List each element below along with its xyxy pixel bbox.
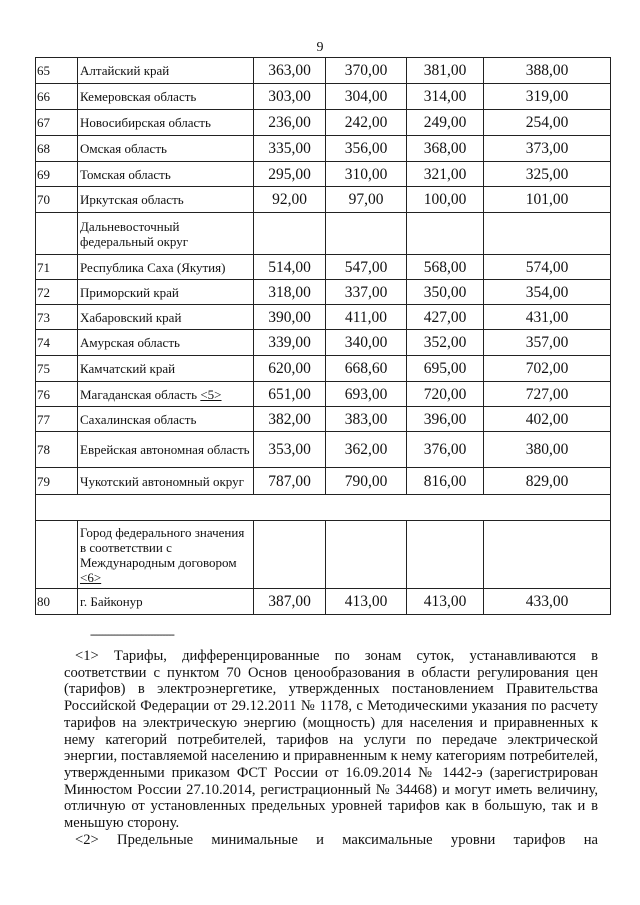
table-row [36,162,611,187]
region-name [78,432,254,468]
row-number: 80 [36,589,78,615]
region-label: Город федерального значения в соответствии с Международным договором [80,524,245,570]
region-name [78,305,254,330]
tariff-value: 353,00 [254,432,326,468]
note-link[interactable]: <5> [200,386,222,402]
tariff-value: 413,00 [326,589,407,615]
tariff-value: 100,00 [407,187,484,213]
table-row [36,589,611,615]
tariff-value: 574,00 [484,255,611,280]
region-name [78,213,254,255]
region-name [78,468,254,495]
footnotes [64,648,598,848]
row-number [36,521,78,589]
table-row [36,330,611,356]
tariff-value: 236,00 [254,110,326,136]
tariff-value: 363,00 [254,58,326,84]
tariff-value: 514,00 [254,255,326,280]
page-number: 9 [316,40,324,55]
tariff-value: 413,00 [407,589,484,615]
spacer-row [36,495,611,521]
tariff-value: 816,00 [407,468,484,495]
row-number: 67 [36,110,78,136]
tariff-value: 368,00 [407,136,484,162]
row-number: 70 [36,187,78,213]
region-label: Приморский край [80,284,179,300]
table-row [36,255,611,280]
tariff-value: 97,00 [326,187,407,213]
tariff-value: 620,00 [254,356,326,382]
region-name [78,280,254,305]
region-name [78,356,254,382]
row-number: 77 [36,407,78,432]
region-label: Алтайский край [80,63,170,78]
tariff-value: 387,00 [254,589,326,615]
table-row [36,280,611,305]
table-row [36,136,611,162]
row-number: 76 [36,382,78,407]
tariff-value: 249,00 [407,110,484,136]
tariff-value: 370,00 [326,58,407,84]
row-number: 79 [36,468,78,495]
tariff-value: 396,00 [407,407,484,432]
tariff-value: 390,00 [254,305,326,330]
tariff-value: 335,00 [254,136,326,162]
tariff-value [326,213,407,255]
region-label: Чукотский автономный округ [80,473,244,489]
region-label: Иркутская область [80,192,184,207]
tariff-value: 340,00 [326,330,407,356]
tariff-value [254,213,326,255]
region-name [78,84,254,110]
table-row [36,58,611,84]
row-number: 78 [36,432,78,468]
tariff-value: 383,00 [326,407,407,432]
row-number: 66 [36,84,78,110]
footnote-2: <2> Предельные минимальные и максимальные уровни тарифов на [75,831,598,848]
region-label: Республика Саха (Якутия) [80,259,226,275]
tariff-value: 354,00 [484,280,611,305]
region-label: Кемеровская область [80,89,197,104]
tariff-value: 787,00 [254,468,326,495]
region-label: Амурская область [80,335,180,350]
tariff-value: 790,00 [326,468,407,495]
tariff-value: 318,00 [254,280,326,305]
region-name [78,187,254,213]
tariff-value: 362,00 [326,432,407,468]
region-name [78,382,254,407]
tariff-value: 92,00 [254,187,326,213]
table-row [36,213,611,255]
tariff-value: 547,00 [326,255,407,280]
tariff-value: 433,00 [484,589,611,615]
region-label: Омская область [80,141,167,156]
tariff-table [35,57,611,615]
spacer-cell [36,495,611,521]
tariff-value: 357,00 [484,330,611,356]
row-number: 72 [36,280,78,305]
region-label: Сахалинская область [80,411,197,427]
tariff-value: 411,00 [326,305,407,330]
table-row [36,382,611,407]
row-number: 69 [36,162,78,187]
tariff-value: 431,00 [484,305,611,330]
table-row [36,84,611,110]
tariff-value: 337,00 [326,280,407,305]
tariff-value: 350,00 [407,280,484,305]
tariff-value: 380,00 [484,432,611,468]
tariff-value: 376,00 [407,432,484,468]
tariff-value: 373,00 [484,136,611,162]
region-name [78,136,254,162]
tariff-value: 695,00 [407,356,484,382]
table-row [36,407,611,432]
region-name [78,330,254,356]
region-label: Новосибирская область [80,115,211,130]
tariff-value: 668,60 [326,356,407,382]
tariff-value: 339,00 [254,330,326,356]
row-number: 74 [36,330,78,356]
table-row [36,110,611,136]
tariff-value: 829,00 [484,468,611,495]
tariff-value: 101,00 [484,187,611,213]
tariff-value: 693,00 [326,382,407,407]
tariff-value: 381,00 [407,58,484,84]
table-row [36,521,611,589]
region-label: Дальневосточный федеральный округ [80,218,189,249]
tariff-value: 352,00 [407,330,484,356]
tariff-value [484,213,611,255]
tariff-value: 727,00 [484,382,611,407]
table-row [36,305,611,330]
tariff-value [407,521,484,589]
tariff-value [254,521,326,589]
region-label: г. Байконур [80,594,143,609]
region-name [78,255,254,280]
region-name [78,110,254,136]
tariff-value: 382,00 [254,407,326,432]
region-name [78,407,254,432]
table-row [36,432,611,468]
region-label: Хабаровский край [80,309,182,325]
tariff-value: 304,00 [326,84,407,110]
tariff-value: 568,00 [407,255,484,280]
tariff-value: 325,00 [484,162,611,187]
region-label: Еврейская автономная область [80,442,250,457]
tariff-value: 427,00 [407,305,484,330]
tariff-value: 651,00 [254,382,326,407]
table-row [36,187,611,213]
tariff-value: 720,00 [407,382,484,407]
row-number [36,213,78,255]
tariff-value: 303,00 [254,84,326,110]
tariff-value: 319,00 [484,84,611,110]
note-link[interactable]: <6> [80,569,102,585]
row-number: 75 [36,356,78,382]
region-label: Магаданская область [80,386,198,402]
tariff-value: 310,00 [326,162,407,187]
footnote-separator: ---------------------------- [90,627,174,641]
row-number: 71 [36,255,78,280]
tariff-value [484,521,611,589]
region-name [78,589,254,615]
tariff-value: 321,00 [407,162,484,187]
region-name [78,58,254,84]
region-name [78,162,254,187]
tariff-value: 356,00 [326,136,407,162]
tariff-value: 254,00 [484,110,611,136]
footnote-1: <1> Тарифы, дифференцированные по зонам суток, устанавливаются в соответствии с пунктом 70 Основ ценообразования в области регулирования цен (тарифов) в электроэнергетике, утвержденных постановлением Правительства Российской Федерации от 29.12.2011 № 1178, с Методическими указания по расчету тарифов на электрическую энергию (мощность) для населения и приравненных к нему категорий потребителей, тарифов на услуги по передаче электрической энергии, поставляемой населению и приравненным к нему категориям потребителей, утвержденными приказом ФСТ России от 16.09.2014 № 1442-э (зарегистрирован Минюстом России 27.10.2014, регистрационный № 34468) и могут иметь величину, отличную от установленных предельных уровней тарифов как в большую, так и в меньшую сторону. [64,648,598,832]
region-label: Томская область [80,166,171,182]
region-label: Камчатский край [80,361,176,376]
tariff-value: 388,00 [484,58,611,84]
tariff-value: 402,00 [484,407,611,432]
row-number: 73 [36,305,78,330]
row-number: 65 [36,58,78,84]
table-row [36,468,611,495]
tariff-value: 702,00 [484,356,611,382]
row-number: 68 [36,136,78,162]
tariff-value: 242,00 [326,110,407,136]
tariff-value [407,213,484,255]
table-row [36,356,611,382]
tariff-value [326,521,407,589]
tariff-value: 314,00 [407,84,484,110]
region-name [78,521,254,589]
tariff-value: 295,00 [254,162,326,187]
